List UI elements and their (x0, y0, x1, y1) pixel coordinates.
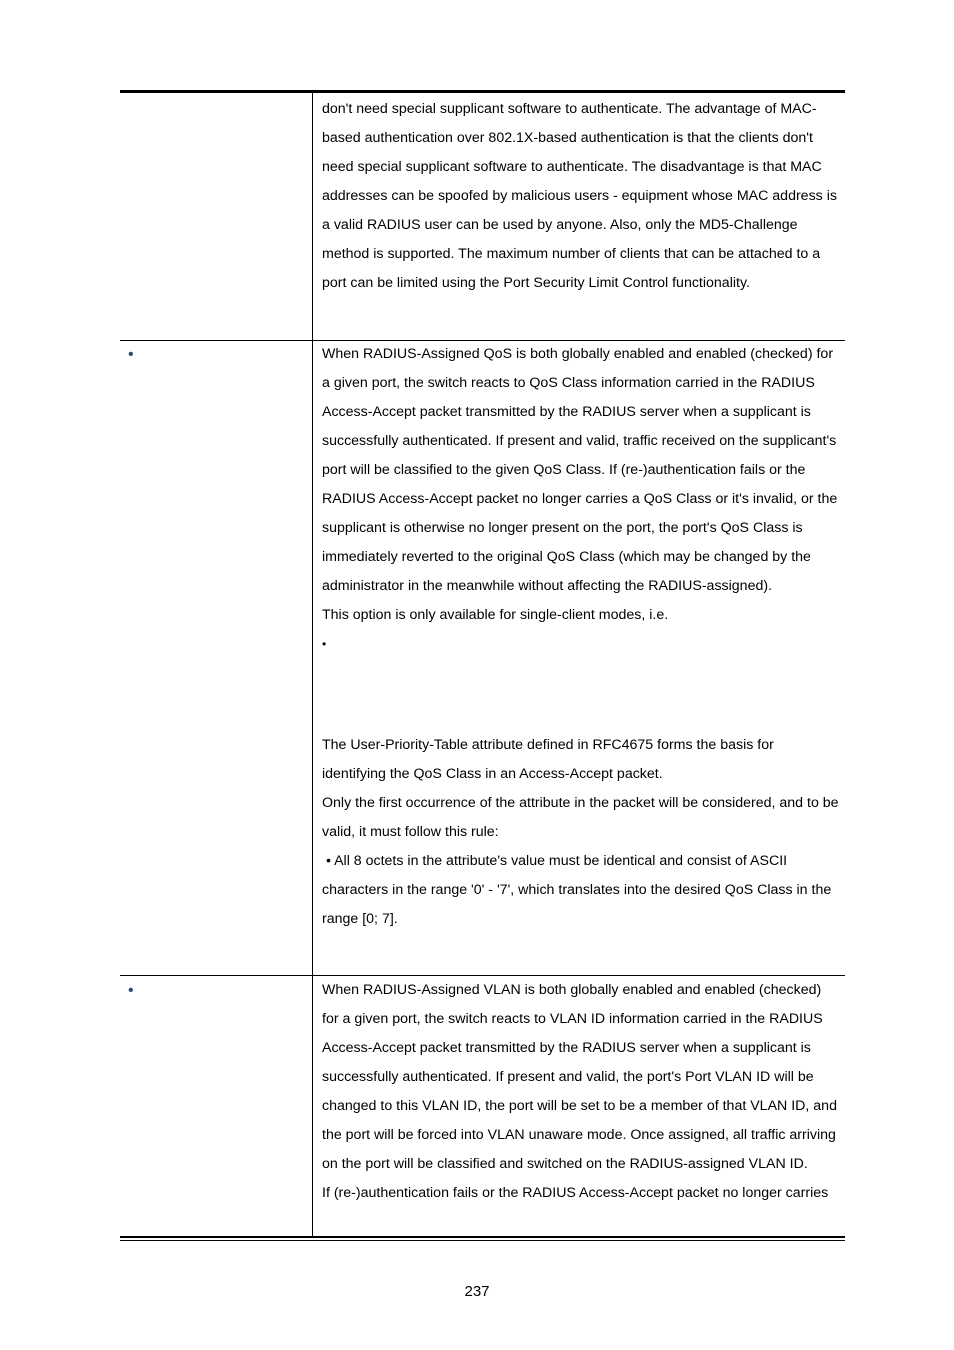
table-row-2-description (322, 340, 840, 934)
paragraph: Only the first occurrence of the attribute in the packet will be considered, and to be valid, it must follow this rule: (322, 795, 839, 840)
table-top-rule (120, 90, 845, 93)
paragraph: When RADIUS-Assigned VLAN is both globally enabled and enabled (checked) for a given port, the switch reacts to VLAN ID information carried in the RADIUS Access-Accept packet transmitted by the RADIUS server when a supplicant is successfully authenticated. If present and valid, the port's Port VLAN ID will be changed to this VLAN ID, the port will be set to be a member of that VLAN ID, and the port will be forced into VLAN unaware mode. Once assigned, all traffic arriving on the port will be classified and switched on the RADIUS-assigned VLAN ID. (322, 982, 837, 1172)
paragraph: The User-Priority-Table attribute defined in RFC4675 forms the basis for identifying the QoS Class in an Access-Accept packet. (322, 737, 774, 782)
page-number: 237 (464, 1283, 490, 1300)
column-divider (312, 93, 313, 1236)
inner-bullet: • (322, 637, 327, 651)
paragraph: When RADIUS-Assigned QoS is both globally enabled and enabled (checked) for a given port, the switch reacts to QoS Class information carried in the RADIUS Access-Accept packet transmitted by the RADIUS server when a supplicant is successfully authenticated. If present and valid, traffic received on the supplicant's port will be classified to the given QoS Class. If (re-)authentication fails or the RADIUS Access-Accept packet no longer carries a QoS Class or it's invalid, or the supplicant is otherwise no longer present on the port, the port's QoS Class is immediately reverted to the original QoS Class (which may be changed by the administrator in the meanwhile without affecting the RADIUS-assigned). (322, 346, 838, 594)
table-row-1-description (322, 95, 840, 298)
table-row-3-description (322, 976, 840, 1208)
paragraph: This option is only available for single-client modes, i.e. (322, 607, 669, 623)
paragraph: don't need special supplicant software to authenticate. The advantage of MAC-based authentication over 802.1X-based authentication is that the clients don't need special supplicant software to authenticate. The disadvantage is that MAC addresses can be spoofed by malicious users - equipment whose MAC address is a valid RADIUS user can be used by anyone. Also, only the MD5-Challenge method is supported. The maximum number of clients that can be attached to a port can be limited using the Port Security Limit Control functionality. (322, 101, 837, 291)
table-bottom-rule (120, 1236, 845, 1241)
paragraph: If (re-)authentication fails or the RADIUS Access-Accept packet no longer carries (322, 1185, 829, 1201)
blank-space (322, 659, 840, 731)
row-2-bullet: • (128, 346, 134, 363)
row-3-bullet: • (128, 982, 134, 999)
paragraph: • All 8 octets in the attribute's value must be identical and consist of ASCII characters in the range '0' - '7', which translates into the desired QoS Class in the range [0; 7]. (322, 853, 836, 927)
